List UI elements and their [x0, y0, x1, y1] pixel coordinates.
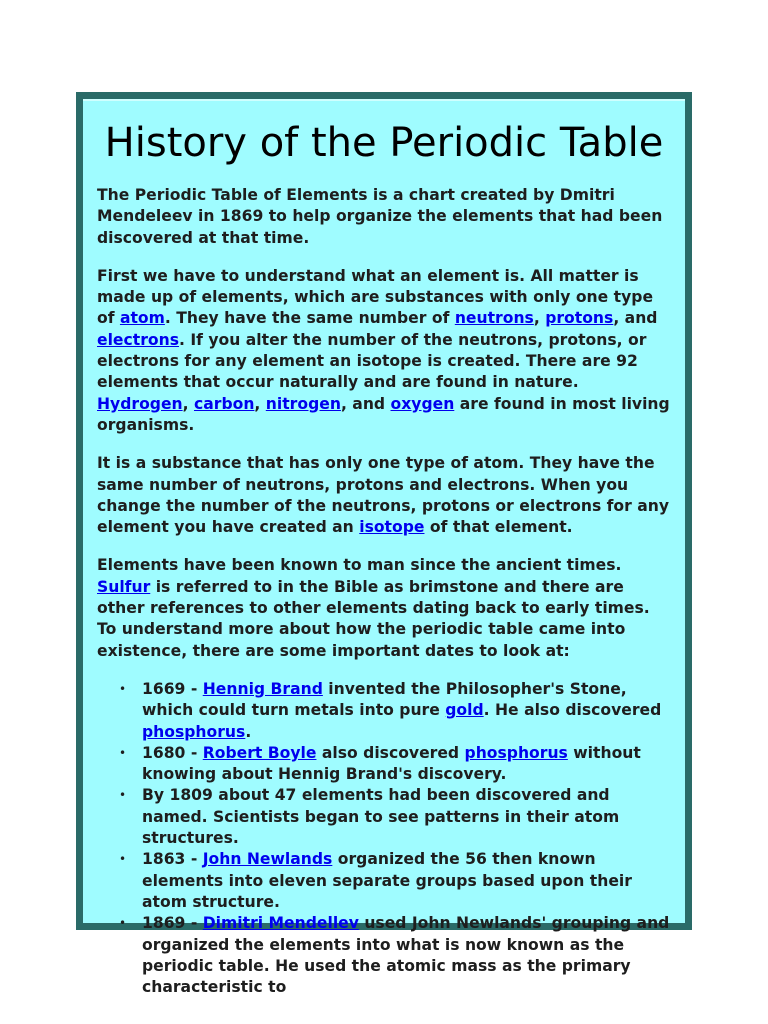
- text: 1669 -: [142, 679, 203, 698]
- text: are found in most living organisms.: [97, 394, 670, 434]
- text: First we have to understand what an element is. All matter is made up of elements, which are substances with only one type of: [97, 266, 654, 328]
- nitrogen-link[interactable]: nitrogen: [265, 394, 341, 413]
- hennig-brand-link[interactable]: Hennig Brand: [202, 679, 323, 698]
- list-item: [142, 849, 671, 913]
- text: It is a substance that has only one type of atom. They have the same number of neutrons, protons and electrons. When you change the number of the neutrons, protons or electrons for any element you have created an: [97, 454, 670, 537]
- element-definition-paragraph: [97, 266, 671, 436]
- text: By 1809 about 47 elements had been discovered and named. Scientists began to see patterns in their atom structures.: [142, 786, 620, 848]
- protons-link[interactable]: protons: [545, 309, 614, 328]
- text: is referred to in the Bible as brimstone and there are other references to other elements dating back to early times. To understand more about how the periodic table came into existence, there are some important dates to look at:: [97, 577, 650, 660]
- sulfur-link[interactable]: Sulfur: [97, 577, 151, 596]
- oxygen-link[interactable]: oxygen: [390, 394, 455, 413]
- text: 1869 -: [142, 914, 203, 933]
- text: , and: [613, 309, 658, 328]
- neutrons-link[interactable]: neutrons: [454, 309, 534, 328]
- phosphorus-link[interactable]: phosphorus: [464, 743, 568, 762]
- hydrogen-link[interactable]: Hydrogen: [97, 394, 183, 413]
- isotope-link[interactable]: isotope: [359, 518, 425, 537]
- text: also discovered: [316, 743, 465, 762]
- electrons-link[interactable]: electrons: [97, 330, 179, 349]
- text: Elements have been known to man since the ancient times.: [97, 556, 622, 575]
- phosphorus-link[interactable]: phosphorus: [142, 722, 246, 741]
- carbon-link[interactable]: carbon: [193, 394, 255, 413]
- content-panel: [83, 99, 685, 997]
- text: organized the 56 then known elements into eleven separate groups based upon their atom structure.: [142, 850, 632, 911]
- text: without knowing about Hennig Brand's discovery.: [142, 743, 641, 784]
- list-item: [142, 785, 671, 849]
- john-newlands-link[interactable]: John Newlands: [202, 850, 333, 869]
- text: . If you alter the number of the neutrons, protons, or electrons for any element an isotope is created. There are 92 elements that occur naturally and are found in nature.: [97, 330, 647, 392]
- text: 1863 -: [142, 850, 203, 869]
- intro-paragraph: The Periodic Table of Elements is a chart created by Dmitri Mendeleev in 1869 to help organize the elements that had been discovered at that time.: [97, 186, 663, 247]
- list-item: [142, 679, 671, 743]
- list-item: [142, 743, 671, 786]
- text: of that element.: [424, 518, 573, 537]
- text: used John Newlands' grouping and organized the elements into what is now known as the periodic table. He used the atomic mass as the primary characteristic to: [142, 914, 670, 997]
- document-frame: [76, 92, 692, 997]
- text: .: [245, 722, 252, 741]
- page-title: History of the Periodic Table: [104, 120, 664, 166]
- list-item: [142, 913, 671, 998]
- text: 1680 -: [142, 743, 203, 762]
- robert-boyle-link[interactable]: Robert Boyle: [202, 743, 317, 762]
- text: . He also discovered: [483, 701, 662, 720]
- atom-link[interactable]: atom: [119, 309, 165, 328]
- article-body: [97, 185, 671, 998]
- text: invented the Philosopher's Stone, which could turn metals into pure: [142, 679, 627, 720]
- text: ,: [182, 394, 194, 413]
- text: . They have the same number of: [164, 309, 455, 328]
- text: , and: [340, 394, 391, 413]
- dimitri-mendellev-link[interactable]: Dimitri Mendellev: [202, 914, 359, 933]
- history-paragraph: [97, 555, 671, 661]
- isotope-paragraph: [97, 453, 671, 538]
- text: ,: [254, 394, 266, 413]
- gold-link[interactable]: gold: [445, 701, 484, 720]
- text: ,: [533, 309, 546, 328]
- important-dates-list: [97, 679, 671, 998]
